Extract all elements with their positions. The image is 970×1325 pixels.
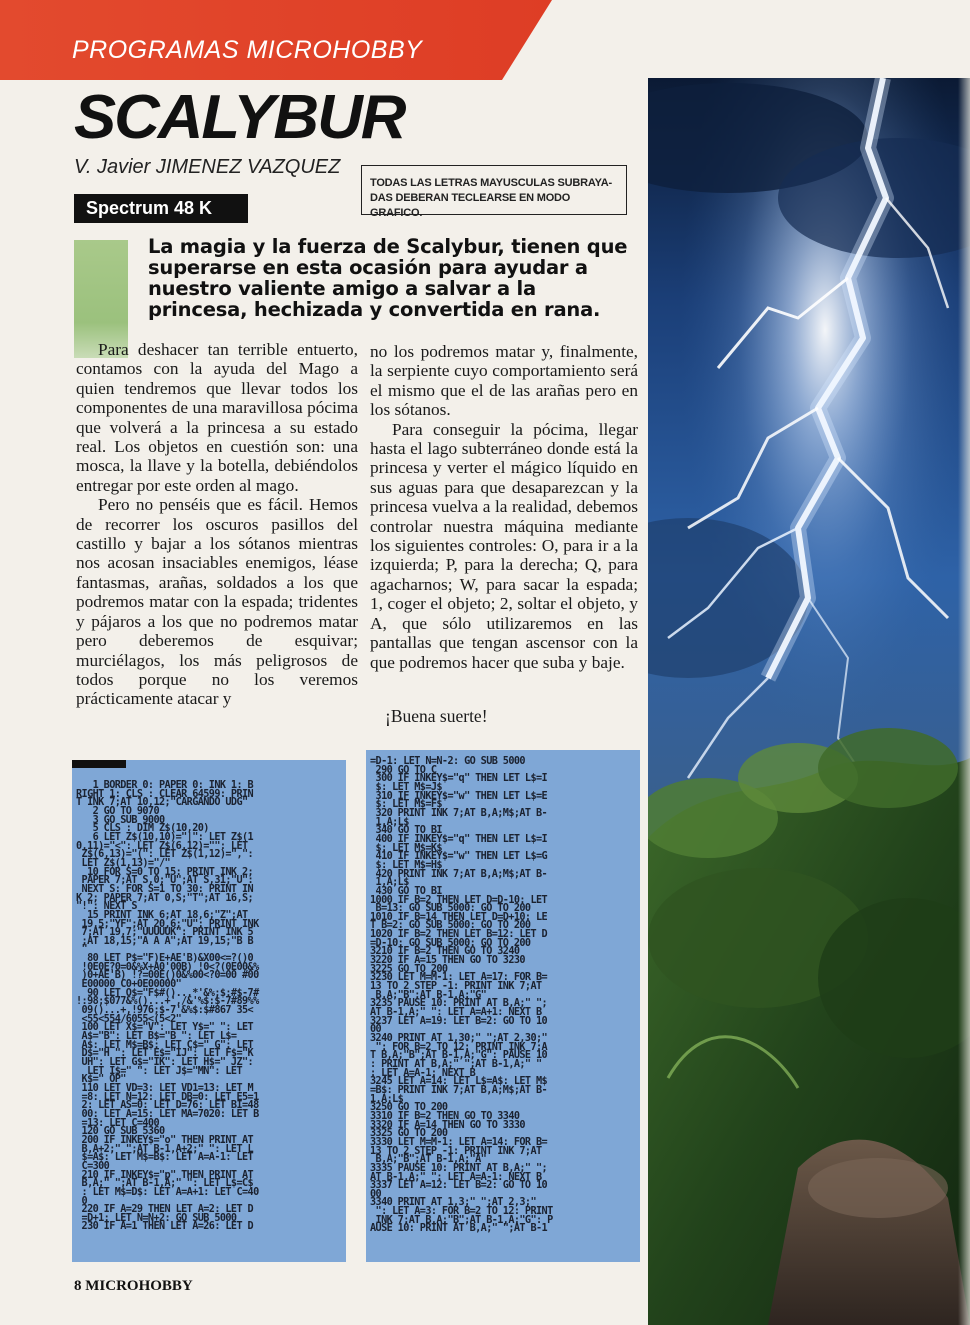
listing-line: : PRINT AT B,A;" ";AT B-1,A;" " [370,1058,542,1070]
listing-line: 200 IF INKEY$="o" THEN PRINT AT [76,1134,254,1146]
listing-line: AT B-1,A;" ": LET A=A+1: NEXT B [370,1007,542,1019]
article-paragraph: no los podremos matar y, finalmente, la serpiente cuyo comportamiento será el mismo que el de las arañas pero en los sótanos. [370,342,638,420]
listing-line: 90 LET O$="F$#()...*'&%;$:#$-7# [76,987,259,999]
listing-line: =13: LET C=400 [76,1117,160,1129]
listing-line: !:98;$077&%()...+',/&'%$:$-7#89%% [76,996,259,1008]
listing-line: 3320 IF A=14 THEN GO TO 3330 [370,1119,525,1131]
listing-line: C=300 [76,1160,110,1172]
listing-line: B,A+2;" ";AT B-1,A+2;" ": LET L [76,1143,254,1155]
listing-line: 10 FOR S=0 TO 15: PRINT INK 2; [76,866,254,878]
listing-line: =B$: PRINT INK 7;AT B,A;M$;AT B- [370,1084,548,1096]
listing-line: 3330 LET M=M-1: LET A=14: FOR B= [370,1136,548,1148]
listing-line: =D+1: LET N=N+2: GO SUB 5000 [76,1212,237,1224]
listing-line: =D-10: GO SUB 5000: GO TO 200 [370,937,531,949]
listing-line: 13 TO 2 STEP -1: PRINT INK 7;AT [370,981,542,993]
machine-badge: Spectrum 48 K [74,194,248,223]
listing-line: 80 LET P$="F)E+AE'B)&X00<=?()0 [76,953,254,965]
listing-line: $=A$: LET M$=B$: LET A=A-1: LET [76,1152,254,1164]
listing-line: RIGHT 1: CLS : CLEAR 64599: PRIN [76,788,254,800]
listing-line: 00 [370,1188,382,1200]
listing-line: 3230 LET M=M-1: LET A=17: FOR B= [370,972,548,984]
listing-line: 7;AT 19,7;"UUUUUK": PRINT INK 5 [76,927,254,939]
listing-line: 5 CLS : DIM Z$(10,20) [76,823,209,835]
listing-line: 3220 IF A=15 THEN GO TO 3230 [370,955,525,967]
listing-line: 0,11)="<": LET Z$(6,12)="": LET [76,840,248,852]
listing-line: ": LET A=3: FOR B=2 TO 12: PRINT [370,1206,553,1218]
section-band [0,0,970,80]
listing-line: AUSE 10: PRINT AT B,A;" ";AT B-1 [370,1223,548,1235]
listing-line: <55<554/6055<(5<2" [76,1013,182,1025]
article-column-right [370,342,638,672]
listing-line: 00 [370,1024,382,1036]
listing-line: UH": LET G$="IK": LET H$=" JZ": [76,1057,254,1068]
listing-line: 110 LET VD=3: LET VD1=13: LET M [76,1082,254,1094]
listing-line: 1,A;L$ [370,877,409,889]
listing-line: K 2; PAPER 7;AT 0,S;"T";AT 16,S; [76,892,254,904]
listing-line: Z$(6,13)="(": LET Z$(1,12)=",": [76,849,254,861]
listing-line: 3325 GO TO 200 [370,1128,448,1140]
listing-line: AT B-1,A;" ": LET A=A-1: NEXT B [370,1171,542,1183]
listing-line: " [76,944,88,956]
listing-line: A$: LET M$=B$: LET C$=" G": LET [76,1039,254,1051]
listing-line: 1000 IF B=2 THEN LET D=D-10: LET [370,894,548,906]
listing-line: "!": NEXT S [76,901,137,913]
listing-line: NEXT S: FOR S=1 TO 30: PRINT IN [76,883,254,895]
section-label: PROGRAMAS MICROHOBBY [72,36,423,64]
listing-line: E00000 C0+0E00000" [76,979,182,991]
listing-line: T INK 7;AT 10,12;"CARGANDO UDG" [76,797,248,809]
listing-line: 6 LET Z$(10,10)="|": LET Z$(1 [76,831,254,843]
author-name: V. Javier JIMENEZ VAZQUEZ [74,156,341,178]
listing-line: =D-1: LET N=N-2: GO SUB 5000 [370,756,525,767]
listing-line: K$=" OP" [76,1074,126,1086]
listing-line: T B,A;"B";AT B-1,A;"G": PAUSE 10 [370,1050,548,1062]
listing-line: 1,A;L$ [370,816,409,828]
listing-line: 3237 LET A=19: LET B=2: GO TO 10 [370,1015,548,1027]
listing-line: 400 IF INKEY$="q" THEN LET L$=I [370,833,548,845]
listing-line: LET Z$(1,13)="/" [76,857,171,869]
listing-line: 320 PRINT INK 7;AT B,A;M$;AT B- [370,807,548,819]
listing-line: 3250 GO TO 200 [370,1102,448,1114]
listing-line: 420 PRINT INK 7;AT B,A;M$;AT B- [370,868,548,880]
lead-paragraph: La magia y la fuerza de Scalybur, tienen que superarse en esta ocasión para ayudar a nuestro valiente amigo a salvar a la princesa, hechizada y convertida en rana. [148,235,628,321]
listing-line: B,A;" ";AT B-1,A;" ": LET L$=C$ [76,1178,254,1190]
listing-line: B,A;"B";AT B-1,A;"G" [370,989,487,1001]
basic-listing-right [366,750,640,1262]
listing-line: 19,5;"YF";AT 20,6;"U": PRINT INK [76,918,259,930]
listing-line: D$="H ": LET E$="IJ": LET F$="K [76,1048,254,1060]
listing-line: 3210 IF B=2 THEN GO TO 3240 [370,946,520,958]
listing-line: 120 GO SUB 5360 [76,1126,165,1138]
article-paragraph: Para deshacer tan terrible entuerto, contamos con la ayuda del Mago a quien tendremos que llevar todos los componentes de una maravillosa pócima que volverá a la princesa a su estado real. Los objetos en cuestión son: una mosca, la llave y la botella, debiéndolos entregar por este orden al mago. [76,340,358,495]
listing-line: !0E0E?0=0&%X+A0'00B) !0<?(0E00&% [76,961,259,973]
listing-line: A$="B": LET B$="B ": LET L$= [76,1031,237,1043]
listing-line: 430 GO TO BI [370,885,442,897]
basic-listing-left [72,760,346,1262]
listing-line: T B=2: GO SUB 5000: GO TO 200 [370,920,531,932]
article-paragraph: Para conseguir la pócima, llegar hasta el lago subterráneo donde está la princesa y verter el mágico líquido en sus aguas para que desaparezcan y la princesa vuelva a la realidad, debemos controlar nuestra máquina mediante los siguientes controles: O, para ir a la izquierda; P, para la derecha; Q, para agacharnos; W, para sacar la espada; 1, coger el objeto; 2, soltar el objeto, y A, que sólo utilizaremos en las pantallas que tengan ascensor con la que podremos hacer que suba y baje. [370,419,638,672]
listing-line: : LET A=A-1: NEXT B [370,1067,476,1079]
listing-line: $: LET M$=K$ [370,842,442,854]
listing-line: 3337 LET A=12: LET B=2: GO TO 10 [370,1180,548,1192]
listing-line: B=13: GO SUB 5000: GO TO 200 [370,903,531,915]
article-paragraph: Pero no penséis que es fácil. Hemos de recorrer los oscuros pasillos del castillo y bajar a los sótanos mientras nos acosan insaciables enemigos, léase fantasmas, arañas, soldados a los que podremos matar con la espada; tridentes y pájaros a los que no podremos matar pero deberemos de esquivar; murciélagos, los más peligrosos de todos porque no los veremos prácticamente atacar y [76,495,358,709]
listing-line: LET I$=" ": LET J$="MN": LET [76,1065,243,1077]
listing-line: 310 IF INKEY$="w" THEN LET L$=E [370,790,548,802]
listing-line: B,A;"B";AT B-1,A;"A" [370,1154,487,1166]
listing-line: 340 GO TO BI [370,825,442,837]
listing-line: 2 GO TO 9070 [76,805,160,817]
listing-line: ;AT 18,15;"A A A";AT 19,15;"B B [76,935,254,947]
closing-line: ¡Buena suerte! [385,706,488,726]
listing-line: 15 PRINT INK 6;AT 18,6;"Z";AT [76,909,248,921]
listing-tab-marker [72,760,126,768]
article-column-left [76,340,358,709]
listing-line: 09()...+,!976;$-7'&%$:$#867 35< [76,1005,254,1017]
listing-line: 3245 LET A=14: LET L$=A$: LET M$ [370,1076,548,1088]
listing-line: 3 GO SUB 9000 [76,814,165,826]
listing-line: 13 TO 2 STEP -1: PRINT INK 7;AT [370,1145,542,1157]
listing-line: 1010 IF B=14 THEN LET D=D+10: LE [370,911,548,923]
program-title: SCALYBUR [74,83,405,152]
listing-line: : LET M$=D$: LET A=A+1: LET C=40 [76,1186,259,1198]
listing-line: 1 BORDER 0: PAPER 0: INK 1: B [76,780,254,791]
listing-line: 210 IF INKEY$="p" THEN PRINT AT [76,1169,254,1181]
page-footer: 8 MICROHOBBY [74,1278,193,1294]
listing-line: $: LET M$=F$ [370,799,442,811]
listing-line: $: LET M$=H$ [370,859,442,871]
listing-line: 300 IF INKEY$="q" THEN LET L$=I [370,773,548,785]
typing-notice: TODAS LAS LETRAS MAYUSCULAS SUBRAYA-DAS DEBERAN TECLEARSE EN MODO GRAFICO. [361,165,627,215]
listing-line: 290 GO TO C [370,764,437,776]
listing-line: 00: LET A=15: LET MA=7020: LET B [76,1108,259,1120]
listing-line: ": FOR B=2 TO 12: PRINT INK 7;A [370,1041,548,1053]
listing-line: 2: LET AS=0: LET D=76: LET BI=48 [76,1100,259,1112]
listing-line: $: LET M$=J$ [370,781,442,793]
page-edge-shadow [958,78,970,1325]
listing-line: 3335 PAUSE 10: PRINT AT B,A;" "; [370,1162,548,1174]
listing-line: INK 7;AT B,A;"B";AT B-1,A;"G": P [370,1214,553,1226]
listing-line: 3340 PRINT AT 1,3;" ";AT 2,3;" [370,1197,537,1209]
listing-line: 100 LET X$="V": LET Y$=" ": LET [76,1022,254,1034]
listing-line: 3235 PAUSE 10: PRINT AT B,A;" "; [370,998,548,1010]
listing-line: PAPER 7;AT S,0;"U";AT S,31;"U": [76,875,254,887]
lightning-illustration [648,78,970,1325]
listing-line: 230 IF A=1 THEN LET A=26: LET D [76,1221,254,1233]
listing-line: =8: LET N=12: LET DB=0: LET E5=1 [76,1091,259,1103]
listing-line: 220 IF A=29 THEN LET A=2: LET D [76,1204,254,1216]
listing-line: 3240 PRINT AT 1,30;" ";AT 2,30;" [370,1033,548,1044]
listing-line: 410 IF INKEY$="w" THEN LET L$=G [370,851,548,863]
listing-line: 0 [76,1195,88,1207]
listing-line: 3225 GO TO 200 [370,963,448,975]
listing-line: 1020 IF B=2 THEN LET B=12: LET D [370,929,548,941]
listing-line: 1,A;L$ [370,1093,404,1105]
listing-line: 3310 IF B=2 THEN GO TO 3340 [370,1110,520,1122]
listing-line: )0+AE'B) !?=00E()0&%00<?0=00 #00 [76,970,259,982]
